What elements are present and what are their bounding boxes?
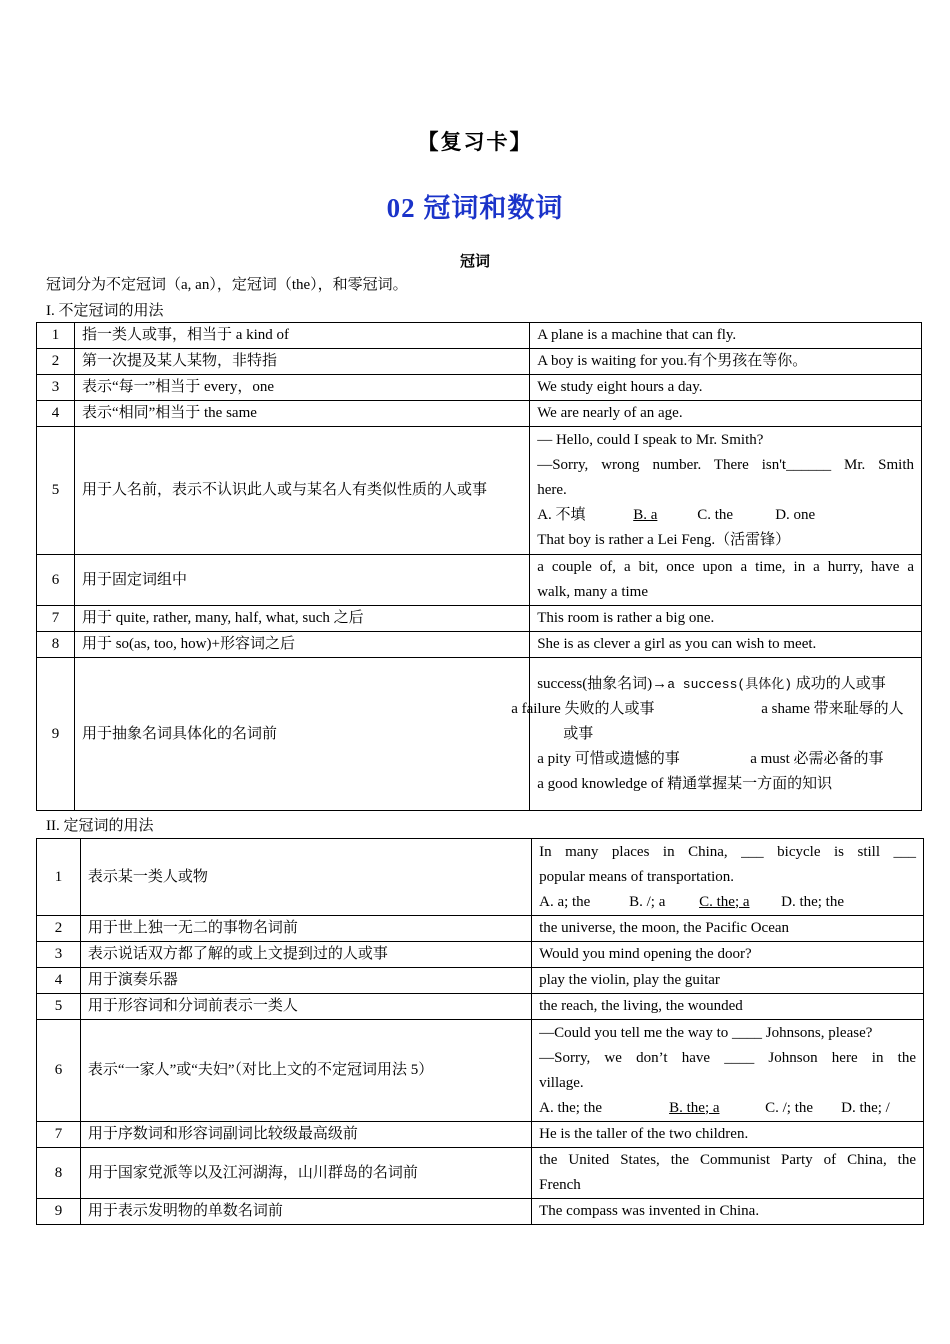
table-row (37, 968, 924, 994)
example-cell (532, 1148, 924, 1199)
row-number: 7 (37, 1122, 81, 1148)
table-row (37, 1199, 924, 1225)
option-b-answer: B. the; a (669, 1099, 720, 1116)
example-cell (530, 555, 922, 606)
example-cell: The compass was invented in China. (532, 1199, 924, 1225)
def-article-table (36, 838, 924, 1225)
option-c: C. /; the (765, 1099, 814, 1116)
table-row (37, 658, 922, 811)
row-number: 3 (37, 942, 81, 968)
row-number: 4 (37, 968, 81, 994)
row-number: 6 (37, 555, 75, 606)
usage-cell: 用于抽象名词具体化的名词前 (74, 658, 529, 811)
usage-cell: 表示“相同”相当于 the same (74, 401, 529, 427)
usage-cell: 用于国家党派等以及江河湖海，山川群岛的名词前 (80, 1148, 531, 1199)
table-row (37, 401, 922, 427)
example-line: French (539, 1177, 581, 1193)
row-number: 8 (37, 632, 75, 658)
usage-cell: 表示某一类人或物 (80, 839, 531, 916)
usage-cell: 用于 so(as, too, how)+形容词之后 (74, 632, 529, 658)
usage-cell: 指一类人或事，相当于 a kind of (74, 323, 529, 349)
example-line: village. (539, 1074, 584, 1091)
table-row (37, 323, 922, 349)
usage-cell: 用于 quite, rather, many, half, what, such 之后 (74, 606, 529, 632)
example-cell: He is the taller of the two children. (532, 1122, 924, 1148)
usage-cell: 第一次提及某人某物，非特指 (74, 349, 529, 375)
row-number: 5 (37, 427, 75, 555)
answer-options (539, 1096, 916, 1121)
example-cell: This room is rather a big one. (530, 606, 922, 632)
indef-article-table (36, 322, 922, 811)
row-number: 5 (37, 994, 81, 1020)
table-row (37, 916, 924, 942)
example-line (511, 697, 914, 747)
example-cell: We are nearly of an age. (530, 401, 922, 427)
example-fragment: success(抽象名词)→ (537, 675, 668, 692)
page-title: 02 冠词和数词 (386, 193, 564, 223)
row-number: 9 (37, 658, 75, 811)
option-d: D. one (775, 507, 816, 523)
intro-text: 冠词分为不定冠词（a, an），定冠词（the），和零冠词。 (46, 277, 408, 293)
row-number: 3 (37, 375, 75, 401)
example-cell: the reach, the living, the wounded (532, 994, 924, 1020)
example-cell: play the violin, play the guitar (532, 968, 924, 994)
table-row (37, 942, 924, 968)
answer-options (539, 890, 916, 915)
table-row (37, 375, 922, 401)
example-cell (532, 1020, 924, 1122)
row-number: 1 (37, 323, 75, 349)
example-line: a good knowledge of 精通掌握某一方面的知识 (537, 775, 833, 792)
example-cell: She is as clever a girl as you can wish to meet. (530, 632, 922, 658)
example-line: a couple of, a bit, once upon a time, in a hurry, have a (537, 559, 914, 575)
indef-heading: I. 不定冠词的用法 (46, 303, 164, 319)
row-number: 8 (37, 1148, 81, 1199)
table-row (37, 606, 922, 632)
example-fragment: a must 必需必备的事 (750, 750, 884, 767)
example-fragment: a failure 失败的人或事 (511, 700, 655, 717)
table-row (37, 1020, 924, 1122)
example-line: In many places in China, ___ bicycle is still ___ (539, 843, 916, 860)
table-row (37, 632, 922, 658)
example-line: —Could you tell me the way to ____ Johnsons, please? (539, 1024, 873, 1041)
example-cell: the universe, the moon, the Pacific Ocean (532, 916, 924, 942)
table-row (37, 1122, 924, 1148)
usage-cell: 表示说话双方都了解的或上文提到过的人或事 (80, 942, 531, 968)
example-fragment: a shame 带来耻辱的人或事 (563, 700, 904, 742)
table-row (37, 349, 922, 375)
row-number: 9 (37, 1199, 81, 1225)
example-line: —Sorry, wrong number. There isn't______ Mr. Smith (537, 457, 914, 473)
example-cell (511, 658, 922, 811)
example-cell (532, 839, 924, 916)
example-cell: We study eight hours a day. (530, 375, 922, 401)
row-number: 6 (37, 1020, 81, 1122)
option-a: A. a; the (539, 893, 591, 910)
example-cell: A plane is a machine that can fly. (530, 323, 922, 349)
example-fragment: a success(具体化) (667, 676, 793, 692)
answer-options (537, 503, 914, 528)
table-row (37, 1148, 924, 1199)
option-d: D. the; / (841, 1099, 890, 1116)
usage-cell: 表示“每一”相当于 every，one (74, 375, 529, 401)
example-line: walk, many a time (537, 584, 649, 600)
example-line (537, 747, 914, 772)
option-a: A. the; the (539, 1099, 603, 1116)
option-c-answer: C. the; a (699, 893, 750, 910)
example-line: —Sorry, we don’t have ____ Johnson here in the (539, 1049, 916, 1066)
example-line (537, 672, 914, 697)
example-cell: Would you mind opening the door? (532, 942, 924, 968)
table-row (37, 427, 922, 555)
review-card-label: 【复习卡】 (417, 130, 533, 154)
row-number: 2 (37, 349, 75, 375)
usage-cell: 用于固定词组中 (74, 555, 529, 606)
option-d: D. the; the (781, 893, 845, 910)
table-row (37, 839, 924, 916)
row-number: 4 (37, 401, 75, 427)
example-line: That boy is rather a Lei Feng.（活雷锋） (537, 532, 791, 548)
usage-cell: 用于形容词和分词前表示一类人 (80, 994, 531, 1020)
example-line: — Hello, could I speak to Mr. Smith? (537, 432, 764, 448)
option-a: A. 不填 (537, 507, 586, 523)
example-fragment: a pity 可惜或遗憾的事 (537, 750, 680, 767)
row-number: 7 (37, 606, 75, 632)
usage-cell: 用于序数词和形容词副词比较级最高级前 (80, 1122, 531, 1148)
usage-cell: 用于世上独一无二的事物名词前 (80, 916, 531, 942)
usage-cell: 用于演奏乐器 (80, 968, 531, 994)
example-cell: A boy is waiting for you.有个男孩在等你。 (530, 349, 922, 375)
section-title: 冠词 (459, 254, 490, 270)
example-fragment: 成功的人或事 (792, 675, 886, 692)
example-cell (530, 427, 922, 555)
example-line: popular means of transportation. (539, 868, 735, 885)
usage-cell: 表示“一家人”或“夫妇”（对比上文的不定冠词用法 5） (80, 1020, 531, 1122)
row-number: 1 (37, 839, 81, 916)
def-heading: II. 定冠词的用法 (46, 818, 154, 834)
example-line: here. (537, 482, 567, 498)
table-row (37, 994, 924, 1020)
option-b-answer: B. a (633, 507, 658, 523)
example-line: the United States, the Communist Party of China, the (539, 1152, 916, 1168)
table-row (37, 555, 922, 606)
option-b: B. /; a (629, 893, 666, 910)
option-c: C. the (697, 507, 734, 523)
usage-cell: 用于表示发明物的单数名词前 (80, 1199, 531, 1225)
usage-cell: 用于人名前，表示不认识此人或与某名人有类似性质的人或事 (74, 427, 529, 555)
row-number: 2 (37, 916, 81, 942)
